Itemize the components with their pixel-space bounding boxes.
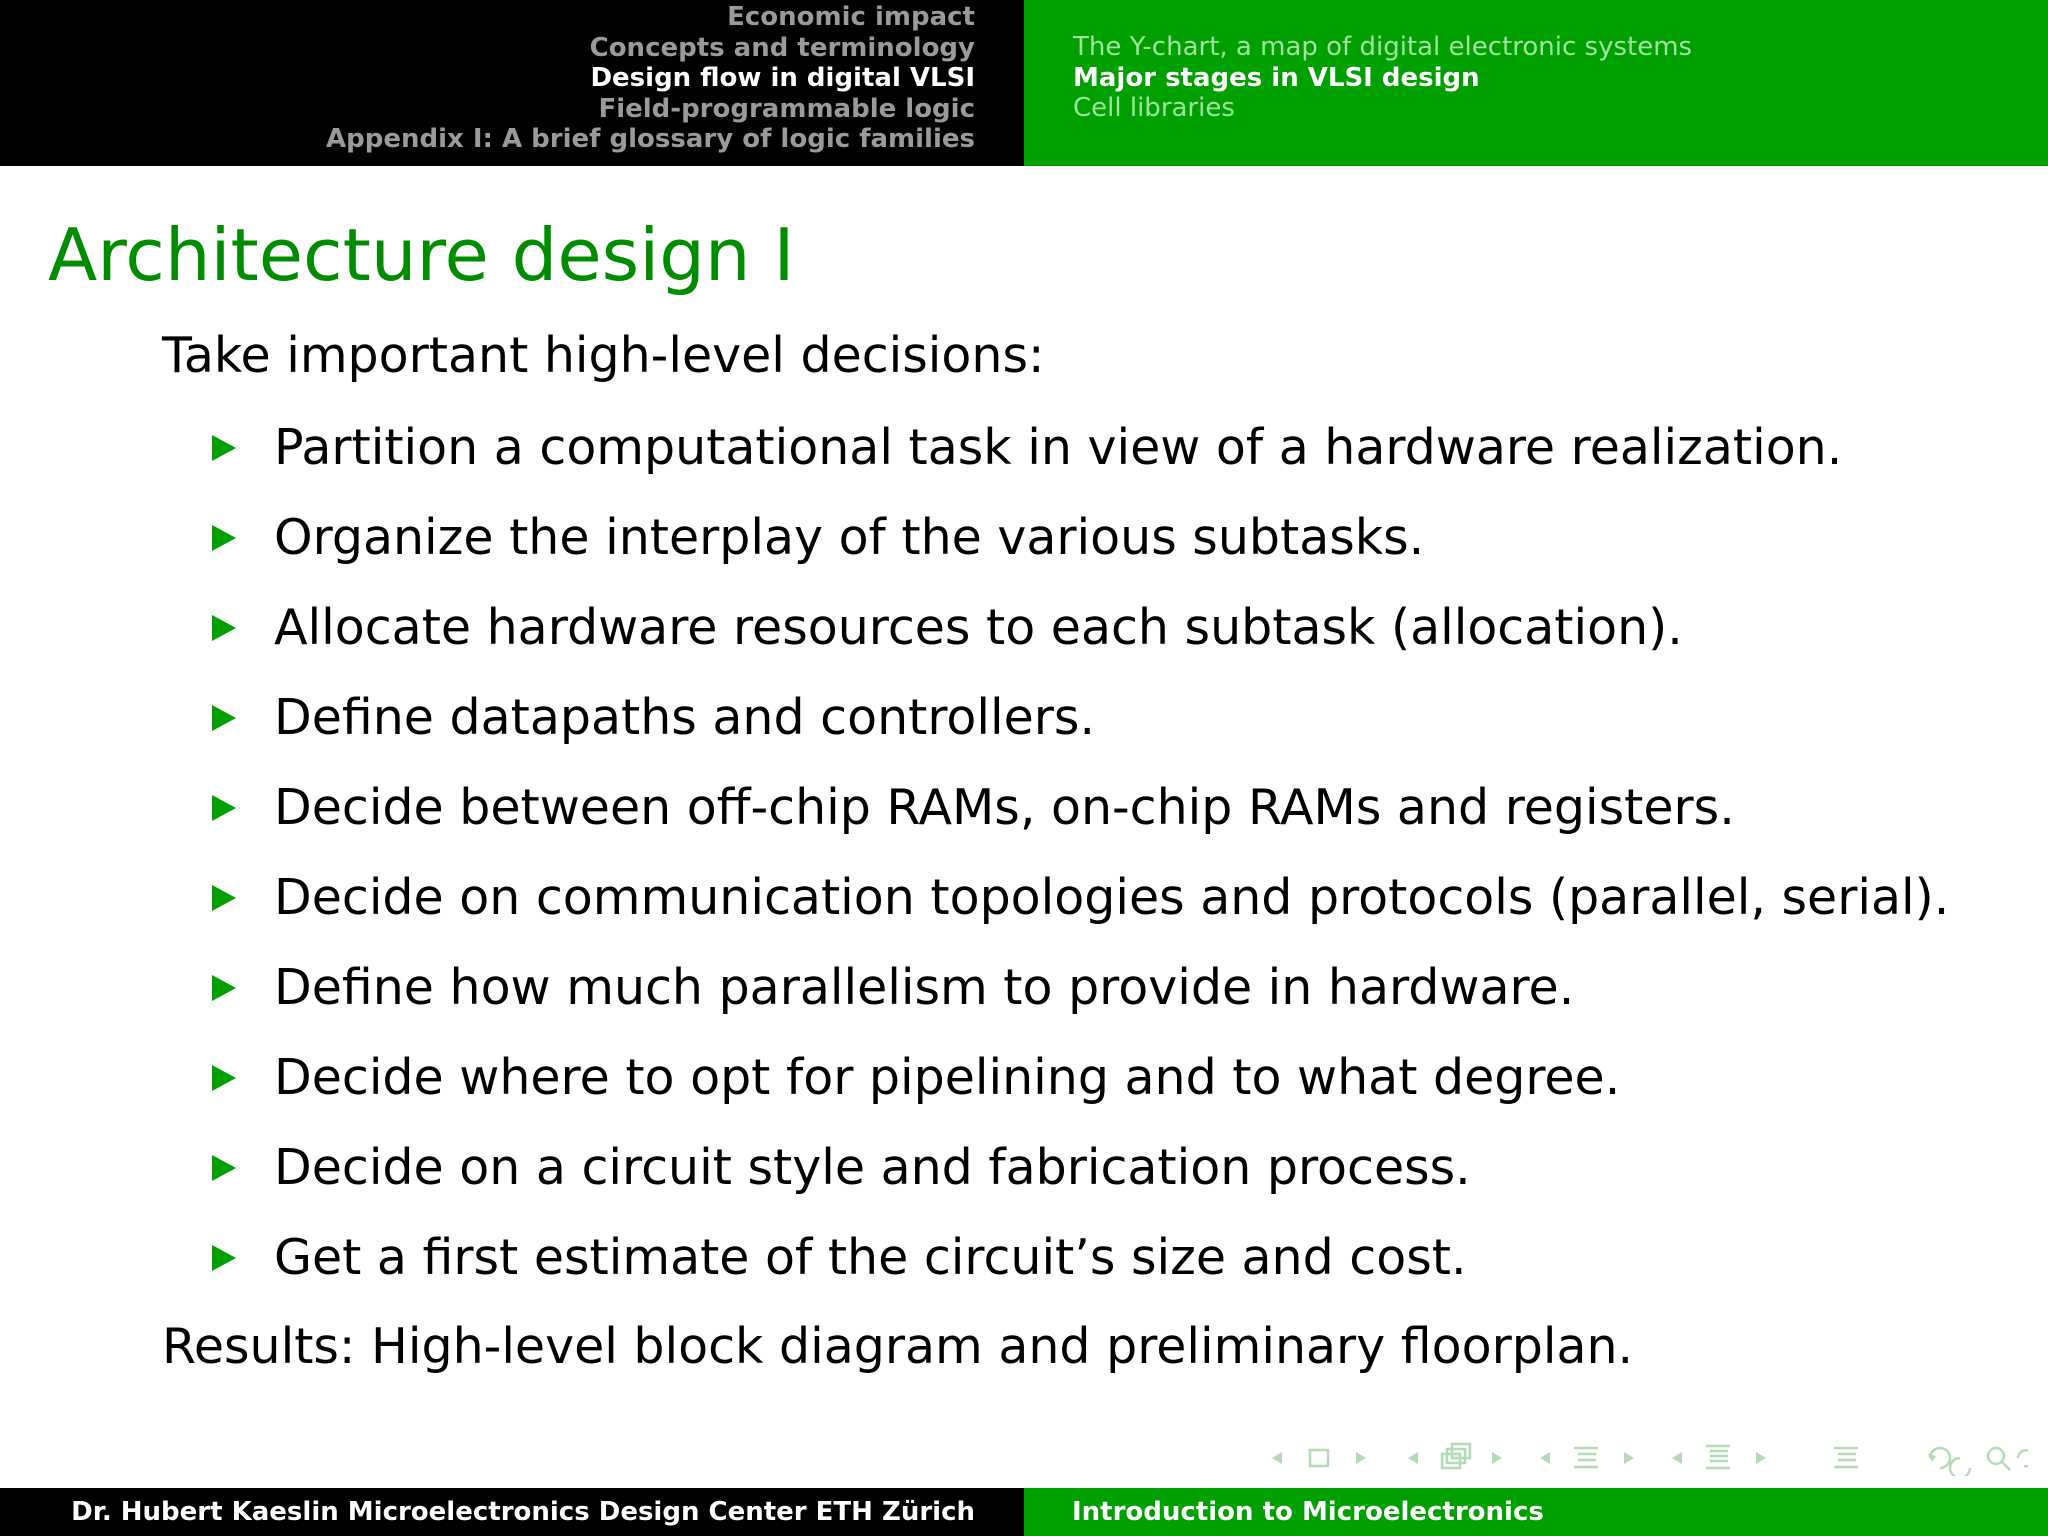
document-nav-icon[interactable] [1668,1440,1768,1476]
bullet-text: Decide where to opt for pipelining and to what degree. [274,1049,1621,1106]
footer-author [0,1488,1024,1536]
frame-title: Architecture design I [48,213,795,297]
section-list [326,2,975,155]
section-link[interactable]: Concepts and terminology [589,32,975,63]
header-bar [0,0,2048,166]
bullet-text: Allocate hardware resources to each subtask (allocation). [274,599,1683,656]
footer-title-text: Introduction to Microelectronics [1072,1497,1544,1527]
bullet-text: Define how much parallelism to provide in hardware. [274,959,1575,1016]
bullet-arrow-icon [212,435,236,461]
bullet-arrow-icon [212,525,236,551]
intro-text: Take important high-level decisions: [162,327,1045,384]
footer-bar [0,1488,2048,1536]
subsection-link[interactable]: Cell libraries [1073,93,1235,123]
beamer-navigation [1268,1440,2028,1476]
section-link[interactable]: Economic impact [727,2,975,32]
bullet-arrow-icon [212,615,236,641]
bullet-text: Organize the interplay of the various subtasks. [274,509,1425,566]
bullet-arrow-icon [212,1245,236,1271]
search-icon[interactable] [1924,1440,2028,1476]
bullet-arrow-icon [212,795,236,821]
subsection-nav-icon[interactable] [1404,1440,1504,1476]
subsection-list [1073,32,1692,124]
section-nav-panel [0,0,1024,166]
section-nav-icon[interactable] [1536,1440,1636,1476]
bullet-arrow-icon [212,1065,236,1091]
bullet-text: Partition a computational task in view of a hardware realization. [274,419,1843,476]
bullet-text: Get a first estimate of the circuit’s size and cost. [274,1229,1467,1286]
bullet-text: Define datapaths and controllers. [274,689,1096,746]
section-link[interactable]: Field-programmable logic [598,93,975,124]
bullet-text: Decide on communication topologies and protocols (parallel, serial). [274,869,1950,926]
frame-nav-icon[interactable] [1268,1440,1368,1476]
bullet-arrow-icon [212,705,236,731]
bullet-arrow-icon [212,975,236,1001]
results-text: Results: High-level block diagram and preliminary floorplan. [162,1318,1634,1375]
bullet-arrow-icon [212,885,236,911]
footer-author-text: Dr. Hubert Kaeslin Microelectronics Design Center ETH Zürich [71,1497,975,1527]
section-link[interactable]: Appendix I: A brief glossary of logic families [326,124,975,154]
subsection-link[interactable]: The Y-chart, a map of digital electronic systems [1073,32,1693,62]
subsection-nav-panel [1024,0,2048,166]
footer-title [1024,1488,2048,1536]
subsection-link-active[interactable]: Major stages in VLSI design [1073,62,1480,93]
bullet-text: Decide on a circuit style and fabrication process. [274,1139,1471,1196]
align-icon[interactable] [1828,1440,1868,1476]
section-link-active[interactable]: Design flow in digital VLSI [590,63,975,93]
bullet-arrow-icon [212,1155,236,1181]
bullet-text: Decide between off-chip RAMs, on-chip RAMs and registers. [274,779,1735,836]
